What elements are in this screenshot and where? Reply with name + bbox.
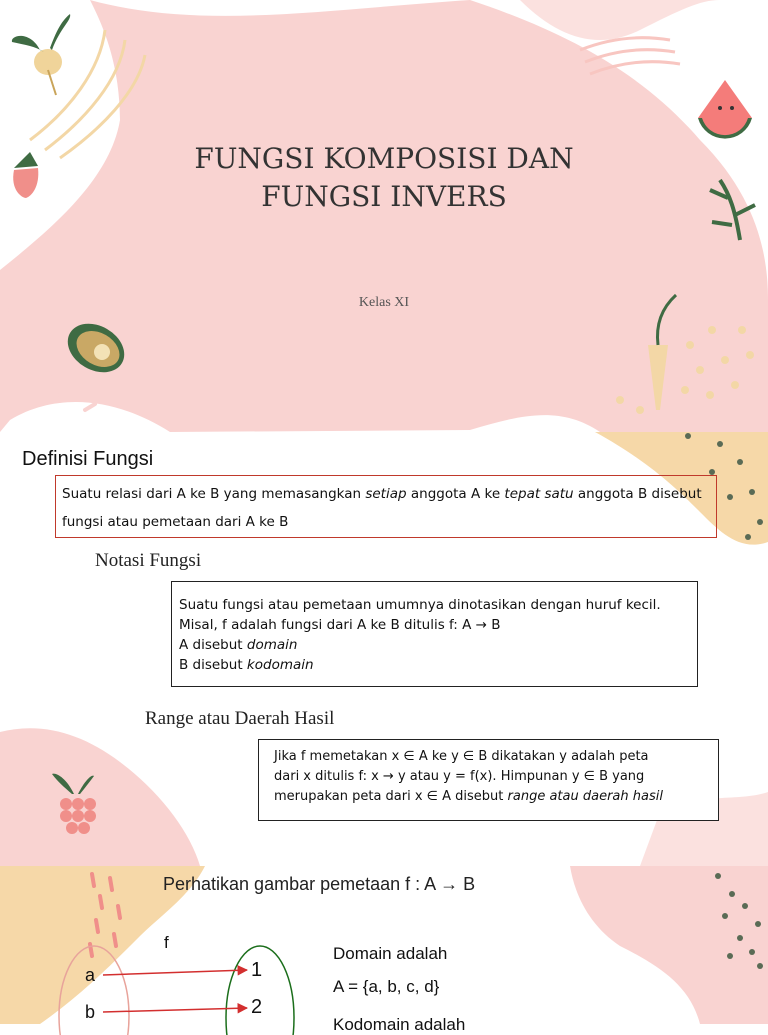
definisi-emphasis-1: setiap [365, 486, 407, 502]
notasi-line-3-text: A disebut [179, 637, 247, 653]
element-a: a [85, 965, 96, 985]
definition-slide [0, 432, 768, 866]
function-label: f [164, 933, 169, 952]
slide-subtitle: Kelas XI [358, 295, 410, 310]
mapping-slide [0, 866, 768, 1034]
range-box [258, 739, 719, 821]
definisi-box [55, 475, 717, 538]
definisi-heading: Definisi Fungsi [22, 448, 154, 470]
definisi-text-3: anggota B disebut fungsi atau pemetaan dari A ke B [62, 486, 702, 530]
element-2: 2 [251, 996, 263, 1018]
element-b: b [85, 1002, 96, 1022]
title-line-1: FUNGSI KOMPOSISI DAN [194, 142, 574, 175]
domain-set: A = {a, b, c, d} [333, 977, 440, 996]
notasi-heading: Notasi Fungsi [95, 550, 202, 571]
range-line-1: Jika f memetakan x ∈ A ke y ∈ B dikatakan y adalah peta [274, 749, 649, 764]
kodomain-label: Kodomain adalah [333, 1015, 466, 1034]
decorative-background [0, 0, 768, 432]
definisi-text-1: Suatu relasi dari A ke B yang memasangkan [62, 486, 366, 502]
slide-title [0, 140, 768, 216]
notasi-line-4 [179, 655, 690, 675]
kodomain-term: kodomain [246, 657, 314, 673]
title-slide [0, 0, 768, 432]
element-1: 1 [251, 959, 263, 981]
range-line-3 [274, 787, 712, 807]
notasi-line-4-text: B disebut [179, 657, 247, 673]
domain-label: Domain adalah [333, 944, 448, 963]
mapping-title: Perhatikan gambar pemetaan f : A → B [163, 874, 476, 894]
notasi-line-3 [179, 635, 690, 655]
notasi-line-1: Suatu fungsi atau pemetaan umumnya dinotasikan dengan huruf kecil. [179, 597, 661, 613]
domain-term: domain [246, 637, 298, 653]
range-line-2: dari x ditulis f: x → y atau y = f(x). Himpunan y ∈ B yang [274, 769, 645, 784]
range-term: range atau daerah hasil [507, 789, 663, 804]
definisi-emphasis-2: tepat satu [504, 486, 574, 502]
range-heading: Range atau Daerah Hasil [145, 708, 335, 729]
notasi-line-2: Misal, f adalah fungsi dari A ke B ditulis f: A → B [179, 617, 501, 633]
arrow-a-to-1 [103, 970, 247, 975]
title-line-2: FUNGSI INVERS [261, 180, 507, 213]
notasi-box [171, 581, 698, 687]
definisi-text-2: anggota A ke [406, 486, 505, 502]
range-line-3-text: merupakan peta dari x ∈ A disebut [274, 789, 508, 804]
